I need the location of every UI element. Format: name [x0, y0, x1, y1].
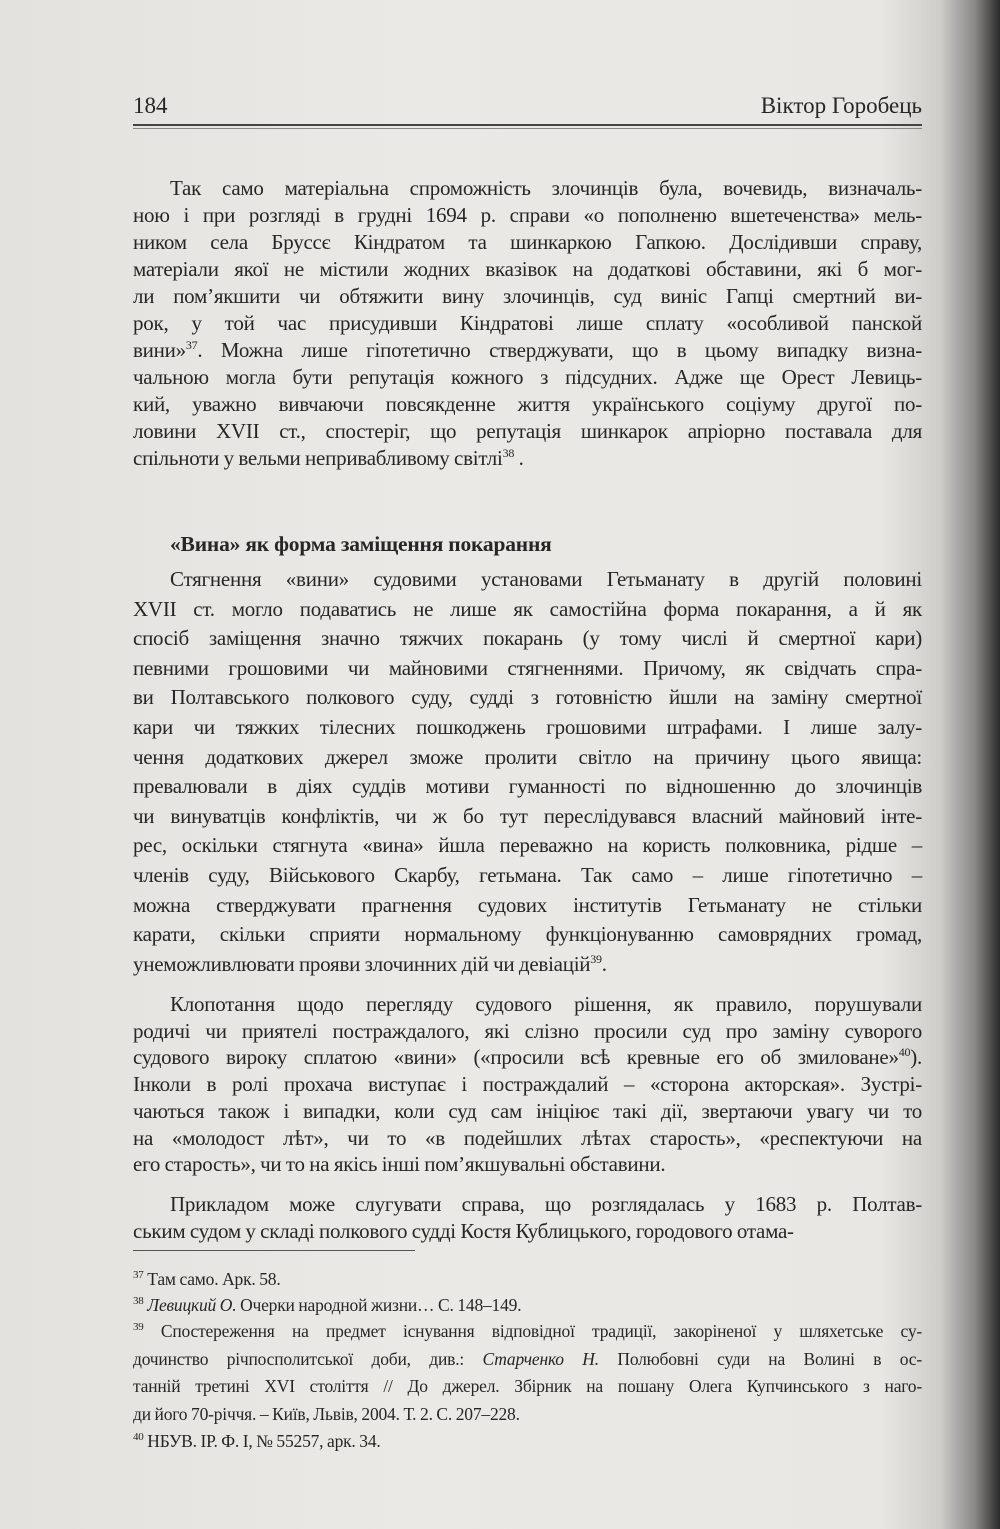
- text-run: ським судом у складі полкового судді Костя Кублицького, городового отама-: [133, 1218, 794, 1243]
- text-run: кари чи тяжких тілесних пошкоджень грошовими штрафами. І лише залу-: [133, 714, 922, 739]
- footnote-ref: 38: [133, 1295, 144, 1308]
- italic-author: Старченко Н.: [482, 1348, 599, 1369]
- text-run: можна стверджувати прагнення судових інститутів Гетьманату не стільки: [133, 892, 922, 917]
- running-title: Віктор Горобець: [760, 93, 922, 118]
- text-line: [133, 683, 922, 713]
- text-run: ли пом’якшити чи обтяжити вину злочинців, суд виніс Гапці смертний ви-: [133, 284, 922, 308]
- text-run: ви Полтавського полкового суду, судді з готовністю йшли на заміну смертної: [133, 685, 922, 710]
- text-run: спільноти у вельми непривабливому світлі: [133, 446, 503, 470]
- paragraph-4: [133, 1191, 922, 1244]
- text-line: [133, 802, 922, 832]
- text-run: членів суду, Військового Скарбу, гетьмана. Так само – лише гіпотетично –: [133, 862, 922, 887]
- text-line: [133, 654, 922, 684]
- text-run: кий, уважно вивчаючи повсякденне життя українського соціуму другої по-: [133, 392, 922, 416]
- text-run: унеможливлювати прояви злочинних дій чи девіацій: [133, 951, 591, 976]
- text-run: ди його 70-річчя. – Київ, Львів, 2004. Т. 2. С. 207–228.: [133, 1403, 520, 1424]
- text-run: Клопотання щодо перегляду судового рішення, як правило, порушували: [170, 992, 922, 1016]
- text-run: Стягнення «вини» судовими установами Гетьманату в другій половині: [170, 567, 922, 591]
- text-line: [133, 772, 922, 802]
- footnote: [133, 1266, 922, 1292]
- text-line: [133, 891, 922, 921]
- text-run: судового вироку сплатою «вини» («просили всѣ кревные его об змиловане»: [133, 1045, 899, 1070]
- text-run: Очерки народной жизни… С. 148–149.: [236, 1295, 522, 1315]
- text-run: чальною могла бути репутація кожного з підсудних. Адже ще Орест Левиць-: [133, 365, 922, 389]
- text-run: Полюбовні суди на Волині в ос-: [598, 1348, 922, 1369]
- text-line: [133, 1071, 922, 1098]
- text-line: [133, 1401, 922, 1429]
- footnote-ref: 38: [502, 446, 515, 460]
- text-line: [133, 743, 922, 773]
- text-run: певними грошовими чи майновими стягненнями. Причому, як свідчать спра-: [133, 655, 922, 680]
- text-line: [133, 202, 922, 229]
- text-line: [133, 920, 922, 950]
- text-line: [133, 1428, 922, 1454]
- text-run: ловини XVII ст., спостеріг, що репутація шинкарок апріорно поставала для: [133, 419, 922, 443]
- footnote-ref: 39: [590, 951, 602, 966]
- text-run: ною і при розгляді в грудні 1694 р. справи «о пополненю вшетеченства» мель-: [133, 203, 922, 227]
- text-run: Там само. Арк. 58.: [143, 1269, 281, 1289]
- text-line: [133, 1266, 922, 1292]
- text-line: [133, 1318, 922, 1346]
- text-line: [133, 991, 922, 1018]
- text-run: . Можна лише гіпотетично стверджувати, що в цьому випадку визна-: [197, 338, 922, 362]
- text-line: [133, 1125, 922, 1152]
- text-run: танній третині XVI століття // До джерел. Збірник на пошану Олега Купчинського з наго-: [133, 1376, 922, 1396]
- text-run: ником села Бруссє Кіндратом та шинкаркою Гапкою. Дослідивши справу,: [133, 230, 922, 254]
- footnote: [133, 1428, 922, 1454]
- text-line: [133, 1044, 922, 1071]
- text-line: [133, 565, 922, 595]
- text-run: чаються також і випадки, коли суд сам ініціює такі дії, звертаючи увагу чи то: [133, 1098, 922, 1123]
- footnotes: [133, 1266, 922, 1454]
- text-run: Спостереження на предмет існування відповідної традиції, закоріненої у шляхетське су-: [143, 1321, 922, 1341]
- footnote-ref: 39: [133, 1321, 144, 1334]
- text-line: [133, 391, 922, 418]
- text-run: его старость», чи то на якісь інші пом’якшувальні обставини.: [133, 1152, 666, 1177]
- text-run: Так само матеріальна спроможність злочинців була, вочевидь, визначаль-: [170, 176, 922, 200]
- text-run: рес, оскільки стягнута «вина» йшла переважно на користь полковника, рідше –: [133, 833, 922, 858]
- text-run: НБУВ. ІР. Ф. І, № 55257, арк. 34.: [143, 1431, 381, 1451]
- text-line: [133, 595, 922, 625]
- footnote-ref: 37: [185, 338, 198, 352]
- footnote-ref: 37: [133, 1269, 144, 1282]
- text-run: Інколи в ролі прохача виступає і постраждалий – «сторона акторская». Зустрі-: [133, 1072, 922, 1097]
- section-heading: «Вина» як форма заміщення покарання: [170, 532, 552, 556]
- text-run: карати, скільки сприяти нормальному функціонуванню самоврядних громад,: [133, 922, 922, 947]
- paragraph-3: [133, 991, 922, 1178]
- text-line: [133, 1292, 922, 1318]
- text-line: [133, 418, 922, 445]
- footnote-ref: 40: [898, 1045, 911, 1060]
- text-line: [133, 229, 922, 256]
- text-line: [133, 713, 922, 743]
- text-line: [133, 1191, 922, 1218]
- text-line: [133, 445, 922, 472]
- text-line: [133, 175, 922, 202]
- text-line: [133, 1346, 922, 1374]
- text-run: .: [601, 951, 607, 976]
- text-line: [133, 950, 922, 980]
- text-line: [133, 283, 922, 310]
- text-line: [133, 310, 922, 337]
- footnote: [133, 1318, 922, 1428]
- text-run: чи винуватців конфліктів, чи ж бо тут переслідувався власний майновий інте-: [133, 803, 922, 828]
- text-line: [133, 624, 922, 654]
- footnote: [133, 1292, 922, 1318]
- text-line: [133, 1098, 922, 1125]
- text-run: .: [514, 446, 524, 470]
- paragraph-2: [133, 565, 922, 979]
- text-run: превалювали в діях суддів мотиви гуманності по відношенню до злочинців: [133, 774, 922, 799]
- text-line: [133, 831, 922, 861]
- text-run: вини»: [133, 338, 186, 362]
- footnote-rule: [133, 1250, 415, 1251]
- text-line: [133, 1151, 922, 1178]
- text-run: ).: [910, 1045, 922, 1070]
- text-run: рок, у той час присудивши Кіндратові лише сплату «особливой панской: [133, 311, 922, 335]
- italic-author: Левицкий О.: [147, 1295, 237, 1315]
- header-rule-thin: [133, 128, 922, 129]
- text-run: на «молодост лѣт», чи то «в подейшлих лѣтах старость», «респектуючи на: [133, 1125, 922, 1150]
- text-line: [133, 861, 922, 891]
- text-line: [133, 364, 922, 391]
- text-run: чення додаткових джерел зможе пролити світло на причину цього явища:: [133, 744, 922, 769]
- text-run: XVII ст. могло подаватись не лише як самостійна форма покарання, а й як: [133, 596, 922, 621]
- text-line: [133, 1218, 922, 1245]
- text-run: Прикладом може слугувати справа, що розглядалась у 1683 р. Полтав-: [170, 1192, 922, 1216]
- text-line: [133, 1018, 922, 1045]
- paragraph-1: [133, 175, 922, 472]
- text-run: родичі чи приятелі постраждалого, які слізно просили суд про заміну суворого: [133, 1018, 922, 1043]
- header-rule: [133, 124, 922, 126]
- text-line: [133, 256, 922, 283]
- text-run: дочинство річпосполитської доби, див.:: [133, 1348, 483, 1369]
- footnote-ref: 40: [133, 1431, 144, 1444]
- text-run: матеріали якої не містили жодних вказівок на додаткові обставини, які б мог-: [133, 257, 922, 281]
- page-number: 184: [133, 93, 168, 118]
- text-line: [133, 337, 922, 364]
- text-run: спосіб заміщення значно тяжчих покарань (у тому числі й смертної кари): [133, 626, 922, 651]
- text-line: [133, 1373, 922, 1401]
